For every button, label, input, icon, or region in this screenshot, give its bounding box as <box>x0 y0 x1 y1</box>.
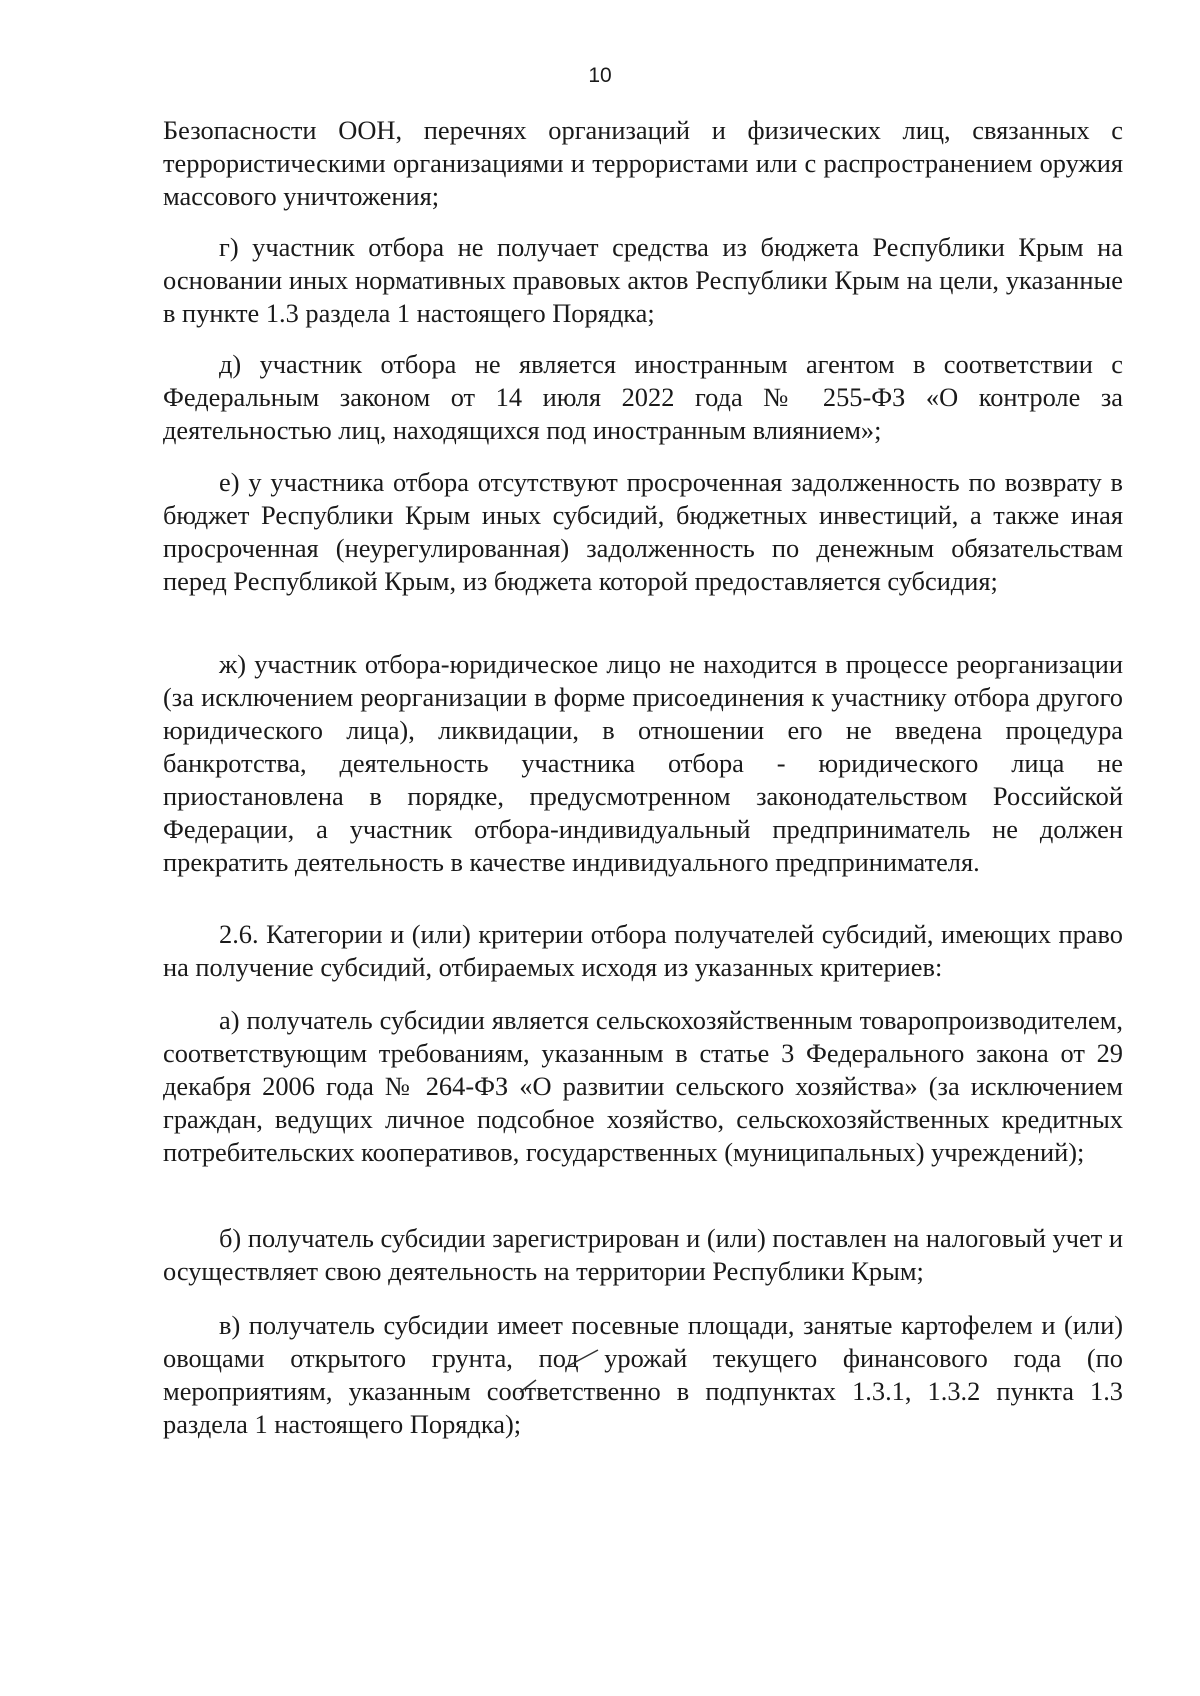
paragraph-item-zh: ж) участник отбора-юридическое лицо не находится в процессе реорганизации (за исключением реорганизации в форме присоединения к участнику отбора другого юридического лица), ликвидации, в отношении его не введена процедура банкротства, деятельность участника отбора - юридического лица не приостановлена в порядке, предусмотренном законодательством Российской Федерации, а участник отбора-индивидуальный предприниматель не должен прекратить деятельность в качестве индивидуального предпринимателя. <box>163 649 1123 877</box>
paragraph-item-g: г) участник отбора не получает средства из бюджета Республики Крым на основании иных нормативных правовых актов Республики Крым на цели, указанные в пункте 1.3 раздела 1 настоящего Порядка; <box>163 232 1123 328</box>
paragraph-item-e: е) у участника отбора отсутствуют просроченная задолженность по возврату в бюджет Республики Крым иных субсидий, бюджетных инвестиций, а также иная просроченная (неурегулированная) задолженность по денежным обязательствам перед Республикой Крым, из бюджета которой предоставляется субсидия; <box>163 467 1123 596</box>
paragraph-section-2-6: 2.6. Категории и (или) критерии отбора получателей субсидий, имеющих право на получение субсидий, отбираемых исходя из указанных критериев: <box>163 919 1123 982</box>
page-number: 10 <box>588 64 612 87</box>
paragraph-item-d: д) участник отбора не является иностранным агентом в соответствии с Федеральным законом от 14 июля 2022 года № 255-ФЗ «О контроле за деятельностью лиц, находящихся под иностранным влиянием»; <box>163 349 1123 445</box>
paragraph-un-lists: Безопасности ООН, перечнях организаций и физических лиц, связанных с террористическими организациями и террористами или с распространением оружия массового уничтожения; <box>163 115 1123 211</box>
paragraph-item-v: в) получатель субсидии имеет посевные площади, занятые картофелем и (или) овощами открытого грунта, под урожай текущего финансового года (по мероприятиям, указанным соответственно в подпунктах 1.3.1, 1.3.2 пункта 1.3 раздела 1 настоящего Порядка); <box>163 1310 1123 1439</box>
paragraph-item-a: а) получатель субсидии является сельскохозяйственным товаропроизводителем, соответствующим требованиям, указанным в статье 3 Федерального закона от 29 декабря 2006 года № 264-ФЗ «О развитии сельского хозяйства» (за исключением граждан, ведущих личное подсобное хозяйство, сельскохозяйственных кредитных потребительских кооперативов, государственных (муниципальных) учреждений); <box>163 1005 1123 1167</box>
paragraph-item-b: б) получатель субсидии зарегистрирован и (или) поставлен на налоговый учет и осуществляет свою деятельность на территории Республики Крым; <box>163 1223 1123 1286</box>
